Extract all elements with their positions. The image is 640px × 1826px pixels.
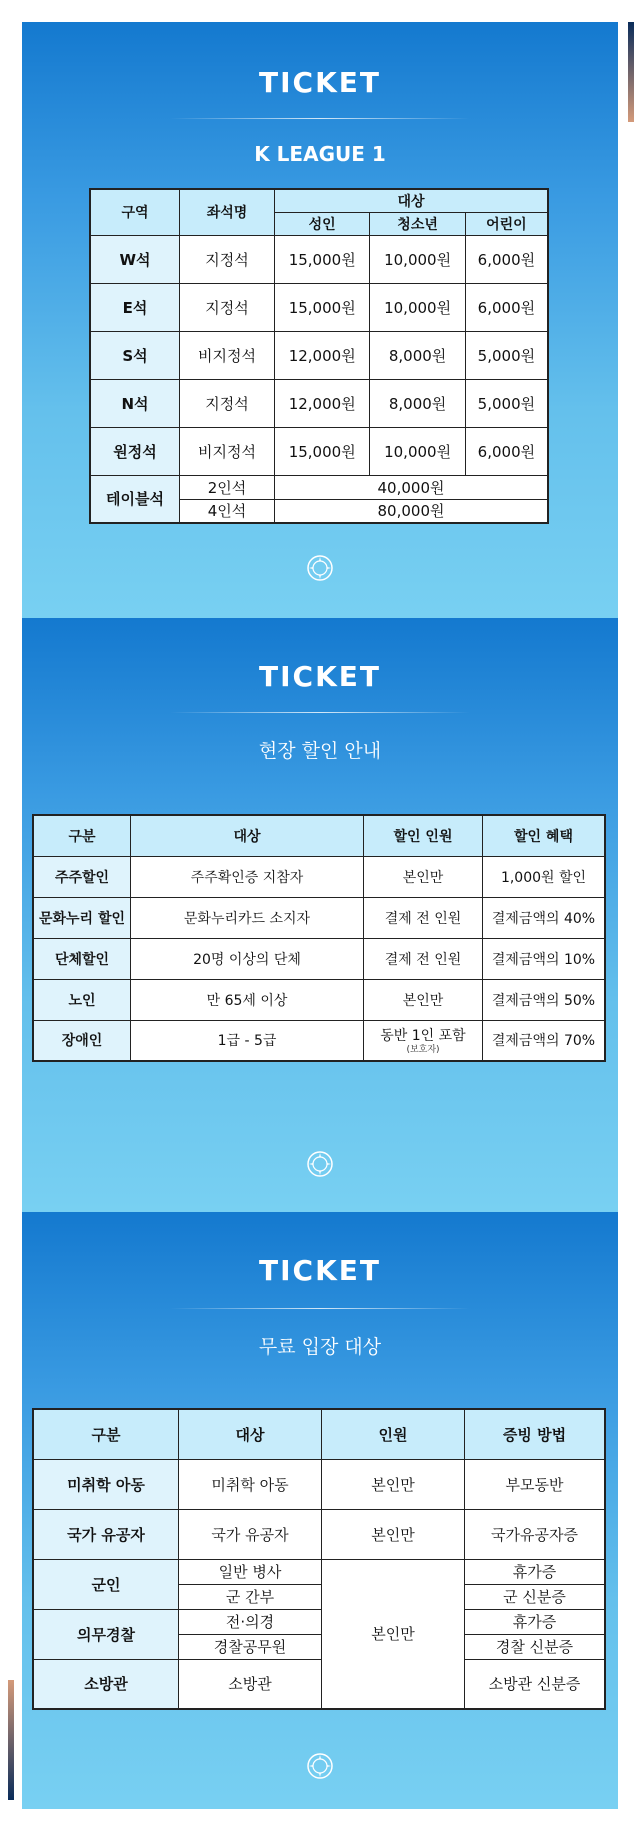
category-cell: 국가 유공자 bbox=[33, 1509, 179, 1559]
persons-cell: 본인만 bbox=[322, 1459, 465, 1509]
header-benefit: 할인 혜택 bbox=[483, 815, 606, 856]
category-cell: 장애인 bbox=[33, 1020, 131, 1061]
table-row bbox=[90, 379, 548, 427]
free-admission-panel bbox=[22, 1212, 618, 1809]
header-child: 어린이 bbox=[465, 212, 548, 235]
target-cell: 경찰공무원 bbox=[179, 1634, 322, 1659]
table-row bbox=[33, 1559, 605, 1584]
ticket-heading: TICKET bbox=[259, 660, 381, 693]
category-cell: 노인 bbox=[33, 979, 131, 1020]
ticket-heading: TICKET bbox=[259, 66, 381, 99]
discount-panel bbox=[22, 618, 618, 1212]
zone-cell: N석 bbox=[90, 379, 180, 427]
header-youth: 청소년 bbox=[370, 212, 465, 235]
bottom-left-accent-bar bbox=[8, 1680, 14, 1800]
seat-cell: 2인석 bbox=[180, 475, 275, 499]
discount-subtitle: 현장 할인 안내 bbox=[258, 740, 382, 762]
persons-cell: 결제 전 인원 bbox=[364, 897, 483, 938]
youth-price-cell: 8,000원 bbox=[370, 379, 465, 427]
target-cell: 1급 - 5급 bbox=[131, 1020, 364, 1061]
header-target: 대상 bbox=[275, 189, 549, 212]
adult-price-cell: 15,000원 bbox=[275, 283, 370, 331]
table-row bbox=[90, 235, 548, 283]
child-price-cell: 6,000원 bbox=[465, 283, 548, 331]
table-row bbox=[90, 475, 548, 499]
benefit-cell: 결제금액의 70% bbox=[483, 1020, 606, 1061]
proof-cell: 소방관 신분증 bbox=[465, 1659, 606, 1709]
top-right-accent-bar bbox=[628, 22, 634, 122]
category-cell: 주주할인 bbox=[33, 856, 131, 897]
target-cell: 문화누리카드 소지자 bbox=[131, 897, 364, 938]
free-admission-table bbox=[32, 1408, 606, 1710]
proof-cell: 국가유공자증 bbox=[465, 1509, 606, 1559]
target-cell: 20명 이상의 단체 bbox=[131, 938, 364, 979]
target-cell: 일반 병사 bbox=[179, 1559, 322, 1584]
league-subtitle: K LEAGUE 1 bbox=[254, 142, 386, 166]
youth-price-cell: 10,000원 bbox=[370, 427, 465, 475]
adult-price-cell: 15,000원 bbox=[275, 427, 370, 475]
adult-price-cell: 12,000원 bbox=[275, 331, 370, 379]
target-cell: 만 65세 이상 bbox=[131, 979, 364, 1020]
header-target: 대상 bbox=[179, 1409, 322, 1459]
header-category: 구분 bbox=[33, 1409, 179, 1459]
ticket-heading: TICKET bbox=[259, 1254, 381, 1287]
category-cell: 소방관 bbox=[33, 1659, 179, 1709]
proof-cell: 휴가증 bbox=[465, 1609, 606, 1634]
table-row bbox=[33, 1509, 605, 1559]
zone-cell: 원정석 bbox=[90, 427, 180, 475]
table-row bbox=[33, 938, 605, 979]
persons-cell: 본인만 bbox=[322, 1509, 465, 1559]
adult-price-cell: 12,000원 bbox=[275, 379, 370, 427]
table-row bbox=[33, 1609, 605, 1634]
benefit-cell: 1,000원 할인 bbox=[483, 856, 606, 897]
header-seat-name: 좌석명 bbox=[180, 189, 275, 235]
header-target: 대상 bbox=[131, 815, 364, 856]
persons-cell: 본인만 bbox=[364, 979, 483, 1020]
k-league-price-table bbox=[89, 188, 549, 524]
club-emblem-icon bbox=[306, 1752, 334, 1780]
free-admission-subtitle: 무료 입장 대상 bbox=[258, 1336, 382, 1358]
zone-cell: W석 bbox=[90, 235, 180, 283]
header-persons: 인원 bbox=[322, 1409, 465, 1459]
benefit-cell: 결제금액의 40% bbox=[483, 897, 606, 938]
benefit-cell: 결제금액의 10% bbox=[483, 938, 606, 979]
table-seat-price-cell: 80,000원 bbox=[275, 499, 549, 523]
category-cell: 단체할인 bbox=[33, 938, 131, 979]
persons-text: 동반 1인 포함 bbox=[380, 1028, 466, 1045]
target-cell: 미취학 아동 bbox=[179, 1459, 322, 1509]
benefit-cell: 결제금액의 50% bbox=[483, 979, 606, 1020]
table-row bbox=[33, 1020, 605, 1061]
target-cell: 군 간부 bbox=[179, 1584, 322, 1609]
table-row bbox=[33, 1659, 605, 1709]
discount-table bbox=[32, 814, 606, 1062]
table-row bbox=[90, 331, 548, 379]
seat-cell: 지정석 bbox=[180, 283, 275, 331]
header-persons: 할인 인원 bbox=[364, 815, 483, 856]
seat-cell: 비지정석 bbox=[180, 331, 275, 379]
club-emblem-icon bbox=[306, 1150, 334, 1178]
proof-cell: 부모동반 bbox=[465, 1459, 606, 1509]
seat-cell: 지정석 bbox=[180, 235, 275, 283]
category-cell: 문화누리 할인 bbox=[33, 897, 131, 938]
proof-cell: 경찰 신분증 bbox=[465, 1634, 606, 1659]
target-cell: 전·의경 bbox=[179, 1609, 322, 1634]
target-cell: 국가 유공자 bbox=[179, 1509, 322, 1559]
persons-cell: 본인만 bbox=[322, 1559, 465, 1709]
child-price-cell: 5,000원 bbox=[465, 379, 548, 427]
target-cell: 소방관 bbox=[179, 1659, 322, 1709]
table-row bbox=[33, 979, 605, 1020]
proof-cell: 군 신분증 bbox=[465, 1584, 606, 1609]
child-price-cell: 6,000원 bbox=[465, 235, 548, 283]
club-emblem-icon bbox=[306, 554, 334, 582]
table-seat-price-cell: 40,000원 bbox=[275, 475, 549, 499]
category-cell: 미취학 아동 bbox=[33, 1459, 179, 1509]
heading-divider bbox=[170, 712, 470, 713]
table-row bbox=[33, 897, 605, 938]
persons-cell: 본인만 bbox=[364, 856, 483, 897]
target-cell: 주주확인증 지참자 bbox=[131, 856, 364, 897]
zone-cell: E석 bbox=[90, 283, 180, 331]
persons-cell bbox=[364, 1020, 483, 1061]
seat-cell: 지정석 bbox=[180, 379, 275, 427]
category-cell: 의무경찰 bbox=[33, 1609, 179, 1659]
table-row bbox=[90, 427, 548, 475]
table-row bbox=[33, 856, 605, 897]
guardian-note: (보호자) bbox=[406, 1045, 440, 1056]
header-adult: 성인 bbox=[275, 212, 370, 235]
table-row bbox=[90, 283, 548, 331]
table-row bbox=[33, 1459, 605, 1509]
youth-price-cell: 10,000원 bbox=[370, 283, 465, 331]
header-zone: 구역 bbox=[90, 189, 180, 235]
zone-cell: 테이블석 bbox=[90, 475, 180, 523]
child-price-cell: 5,000원 bbox=[465, 331, 548, 379]
adult-price-cell: 15,000원 bbox=[275, 235, 370, 283]
header-category: 구분 bbox=[33, 815, 131, 856]
heading-divider bbox=[170, 118, 470, 119]
youth-price-cell: 8,000원 bbox=[370, 331, 465, 379]
youth-price-cell: 10,000원 bbox=[370, 235, 465, 283]
heading-divider bbox=[170, 1308, 470, 1309]
persons-cell: 결제 전 인원 bbox=[364, 938, 483, 979]
category-cell: 군인 bbox=[33, 1559, 179, 1609]
child-price-cell: 6,000원 bbox=[465, 427, 548, 475]
seat-cell: 비지정석 bbox=[180, 427, 275, 475]
proof-cell: 휴가증 bbox=[465, 1559, 606, 1584]
header-proof: 증빙 방법 bbox=[465, 1409, 606, 1459]
ticket-price-panel bbox=[22, 22, 618, 618]
zone-cell: S석 bbox=[90, 331, 180, 379]
seat-cell: 4인석 bbox=[180, 499, 275, 523]
